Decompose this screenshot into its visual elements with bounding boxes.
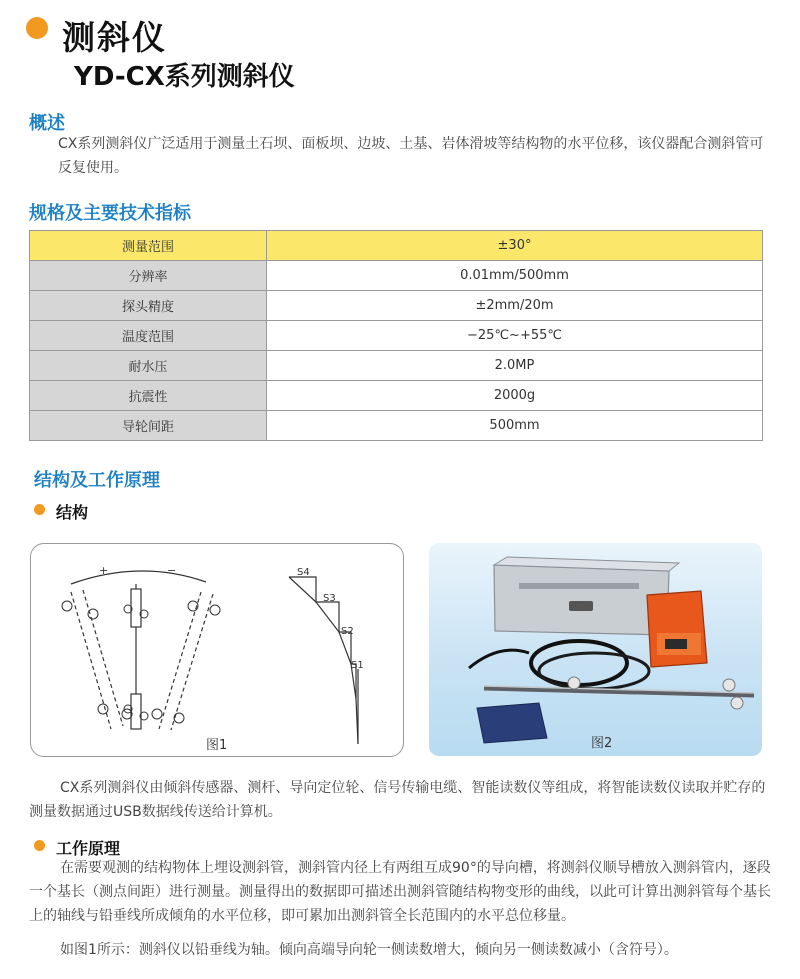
figure-1: [30, 543, 404, 757]
spec-label: 导轮间距: [30, 411, 267, 441]
s3-label: S3: [323, 593, 336, 604]
spec-label: 耐水压: [30, 351, 267, 381]
structure-heading: 结构及工作原理: [34, 470, 160, 491]
table-row: [30, 411, 763, 441]
inclinometer-diagram: [31, 544, 403, 756]
table-row: [30, 231, 763, 261]
spec-value: −25℃~+55℃: [267, 321, 763, 351]
spec-value: ±2mm/20m: [267, 291, 763, 321]
principle-text-2: 如图1所示：测斜仪以铅垂线为轴。倾向高端导向轮一侧读数增大，倾向另一侧读数减小（含符号）。: [60, 942, 678, 958]
figure-2-caption: 图2: [591, 736, 613, 751]
structure-subheading: 结构: [56, 503, 89, 522]
table-row: [30, 261, 763, 291]
minus-label: −: [167, 564, 177, 577]
bullet-icon: [34, 840, 45, 851]
spec-label: 抗震性: [30, 381, 267, 411]
spec-value: 2000g: [267, 381, 763, 411]
figure-2: [429, 543, 762, 756]
table-row: [30, 321, 763, 351]
plus-label: +: [99, 564, 109, 577]
spec-value: ±30°: [267, 231, 763, 261]
table-row: [30, 291, 763, 321]
spec-label: 分辨率: [30, 261, 267, 291]
s2-label: S2: [341, 626, 354, 637]
overview-heading: 概述: [29, 113, 65, 134]
spec-value: 0.01mm/500mm: [267, 261, 763, 291]
s1-label: S1: [351, 660, 364, 671]
principle-text-1: 在需要观测的结构物体上埋设测斜管，测斜管内径上有两组互成90°的导向槽，将测斜仪顺导槽放入测斜管内，逐段一个基长（测点间距）进行测量。测量得出的数据即可描述出测斜管随结构物变形的曲线，以此可计算出测斜管每个基长上的轴线与铅垂线所成倾角的水平位移，即可累加出测斜管全长范围内的水平总位移量。: [29, 860, 771, 924]
spec-table: [29, 230, 763, 441]
table-row: [30, 351, 763, 381]
principle-subheading: 工作原理: [56, 839, 121, 858]
table-row: [30, 381, 763, 411]
page-subtitle: YD-CX系列测斜仪: [74, 62, 295, 92]
spec-value: 2.0MP: [267, 351, 763, 381]
spec-label: 探头精度: [30, 291, 267, 321]
overview-text: CX系列测斜仪广泛适用于测量土石坝、面板坝、边坡、土基、岩体滑坡等结构物的水平位移，该仪器配合测斜管可反复使用。: [58, 136, 764, 176]
bullet-icon: [34, 504, 45, 515]
spec-label: 温度范围: [30, 321, 267, 351]
s4-label: S4: [297, 567, 310, 578]
page-title: 测斜仪: [62, 18, 167, 57]
spec-value: 500mm: [267, 411, 763, 441]
figure-1-caption: 图1: [206, 738, 228, 753]
title-bullet-icon: [26, 17, 48, 39]
product-photo: [429, 543, 762, 756]
spec-label: 测量范围: [30, 231, 267, 261]
structure-text: CX系列测斜仪由倾斜传感器、测杆、导向定位轮、信号传输电缆、智能读数仪等组成，将智能读数仪读取并贮存的测量数据通过USB数据线传送给计算机。: [29, 780, 766, 820]
specs-heading: 规格及主要技术指标: [29, 203, 191, 224]
